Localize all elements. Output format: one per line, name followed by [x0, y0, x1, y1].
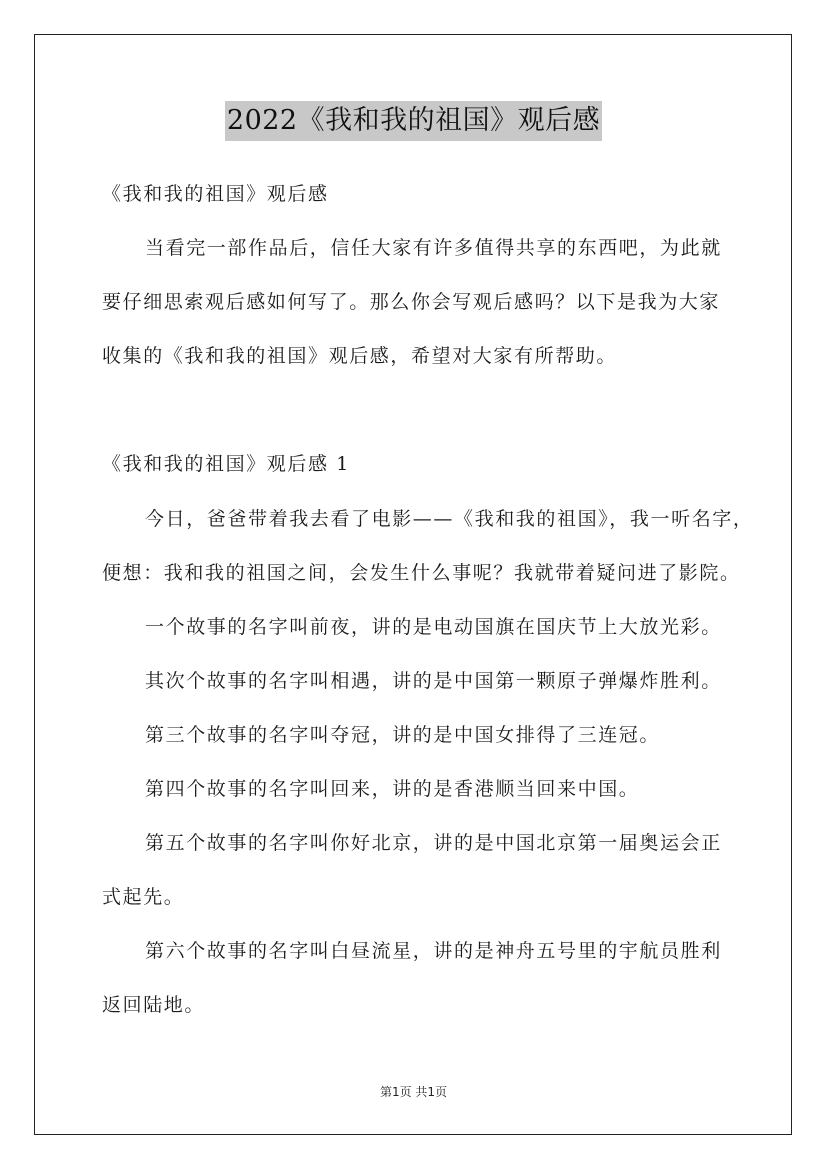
paragraph-line: 要仔细思索观后感如何写了。那么你会写观后感吗？以下是我为大家	[102, 291, 721, 313]
document-title: 2022《我和我的祖国》观后感	[225, 101, 602, 141]
intro-heading: 《我和我的祖国》观后感	[102, 183, 329, 205]
paragraph-line: 当看完一部作品后，信任大家有许多值得共享的东西吧，为此就	[145, 237, 722, 259]
paragraph-line: 一个故事的名字叫前夜，讲的是电动国旗在国庆节上大放光彩。	[145, 616, 722, 638]
paragraph-line: 式起先。	[102, 886, 185, 908]
paragraph-line: 便想：我和我的祖国之间，会发生什么事呢？我就带着疑问进了影院。	[102, 562, 741, 584]
section-heading: 《我和我的祖国》观后感 1	[102, 453, 350, 475]
paragraph-line: 返回陆地。	[102, 994, 206, 1016]
paragraph-line: 第三个故事的名字叫夺冠，讲的是中国女排得了三连冠。	[145, 724, 661, 746]
title-container	[0, 101, 827, 141]
paragraph-line: 第五个故事的名字叫你好北京，讲的是中国北京第一届奥运会正	[145, 832, 722, 854]
page-indicator: 第1页 共1页	[379, 1085, 448, 1099]
paragraph-line: 第四个故事的名字叫回来，讲的是香港顺当回来中国。	[145, 778, 640, 800]
paragraph-line: 今日，爸爸带着我去看了电影——《我和我的祖国》，我一听名字，	[145, 508, 754, 530]
paragraph-line: 第六个故事的名字叫白昼流星，讲的是神舟五号里的宇航员胜利	[145, 940, 722, 962]
paragraph-line: 收集的《我和我的祖国》观后感，希望对大家有所帮助。	[102, 345, 618, 367]
paragraph-line: 其次个故事的名字叫相遇，讲的是中国第一颗原子弹爆炸胜利。	[145, 670, 722, 692]
